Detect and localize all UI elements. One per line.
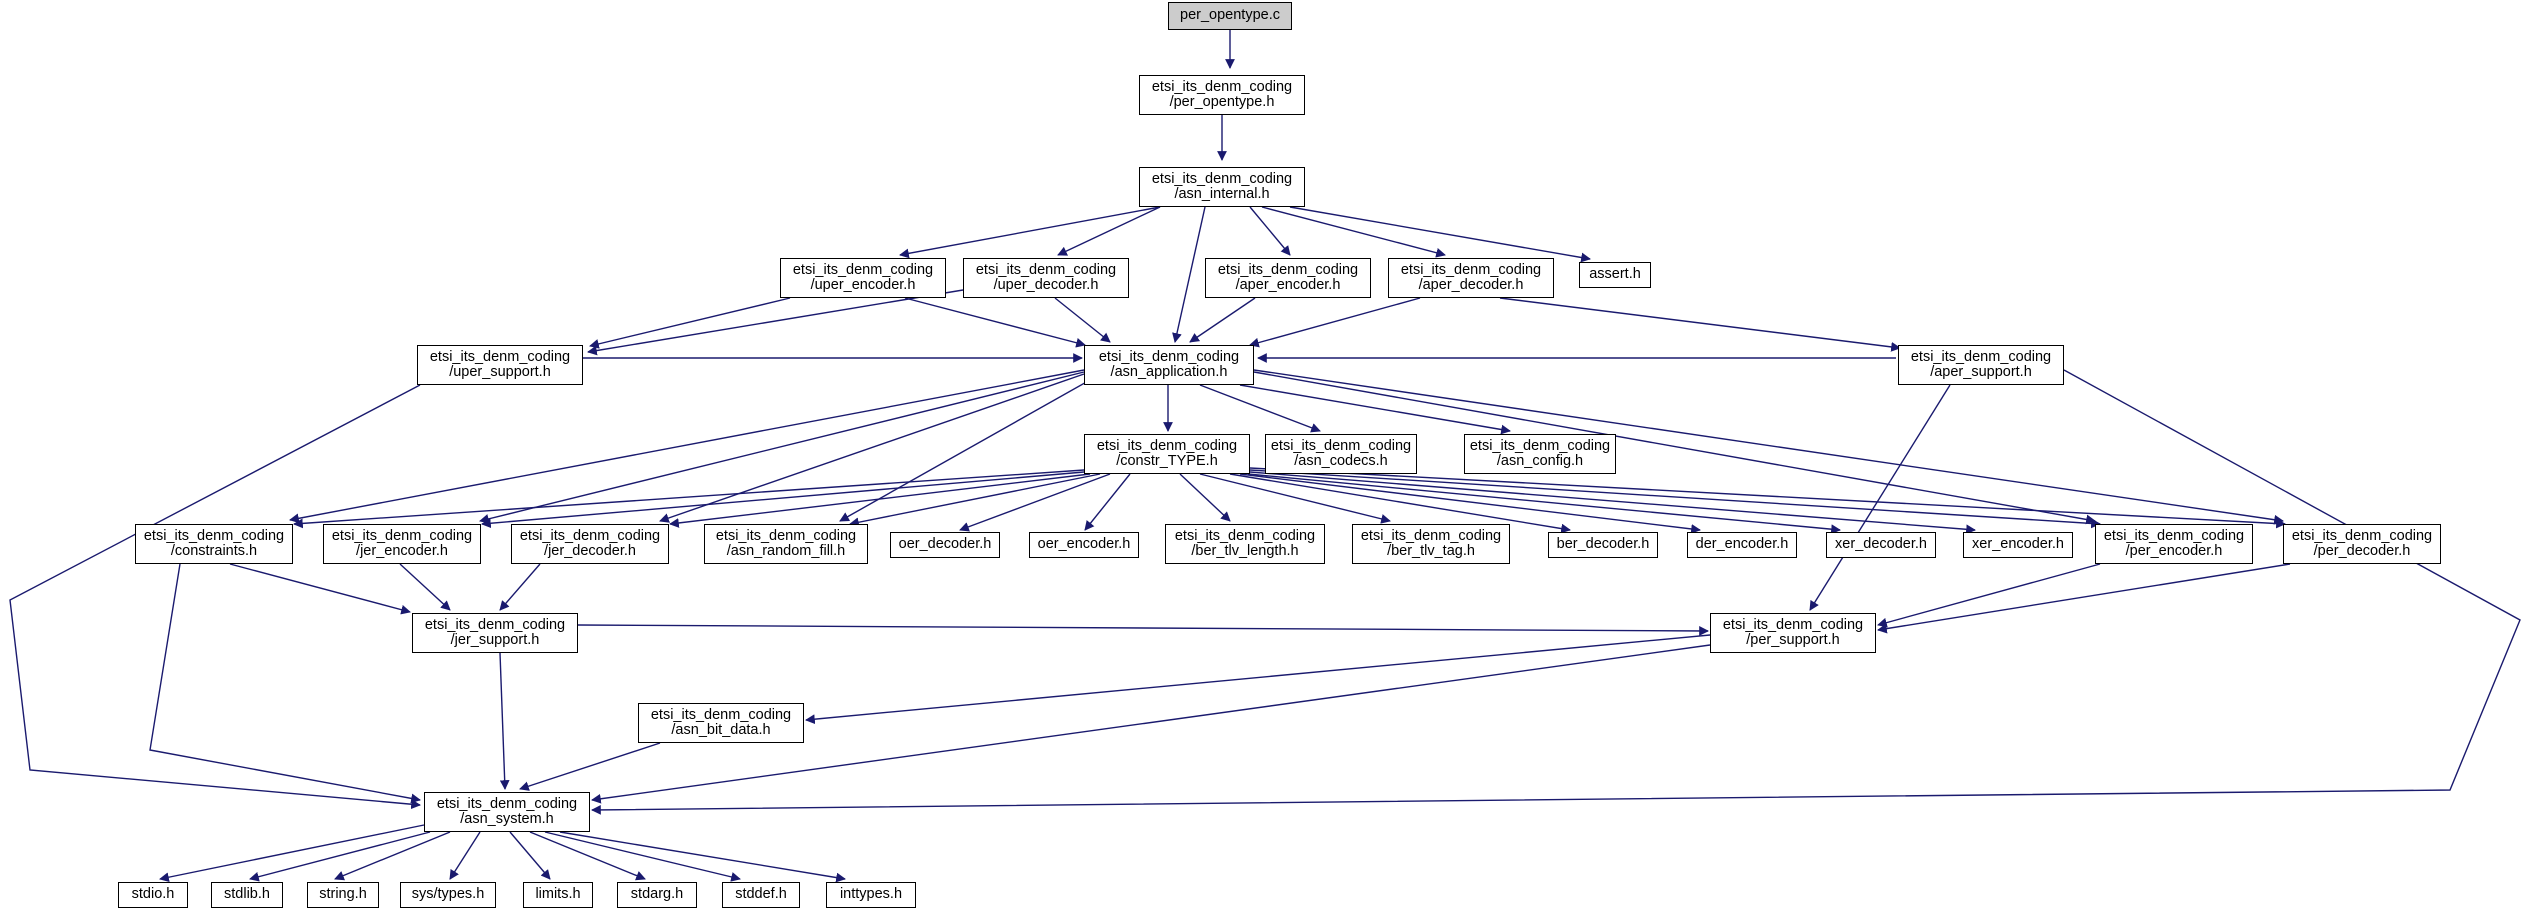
graph-node-asn_codecs_h[interactable] — [1265, 434, 1417, 474]
edge-constr_TYPE_h-to-oer_encoder_h — [1085, 474, 1130, 530]
node-label-line1: etsi_its_denm_coding — [1722, 616, 1864, 633]
node-label-line2: /uper_support.h — [449, 364, 551, 380]
node-label-line1: etsi_its_denm_coding — [1469, 437, 1611, 454]
edge-asn_application_h-to-jer_decoder_h — [660, 374, 1084, 521]
node-label-line1: oer_decoder.h — [898, 536, 992, 553]
node-label-line2: /aper_encoder.h — [1235, 277, 1341, 293]
graph-node-stdlib_h[interactable] — [211, 882, 283, 908]
node-label-line2: /asn_codecs.h — [1294, 453, 1388, 469]
node-label-line1: sys/types.h — [411, 886, 485, 903]
graph-node-ber_tlv_length_h[interactable] — [1165, 524, 1325, 564]
node-label-line2: /aper_decoder.h — [1418, 277, 1524, 293]
node-label-line1: etsi_its_denm_coding — [2103, 527, 2245, 544]
node-label-line1: etsi_its_denm_coding — [2291, 527, 2433, 544]
edge-constr_TYPE_h-to-constraints_h — [294, 470, 1084, 524]
edge-aper_support_h-to-per_support_h — [1810, 385, 1950, 610]
edge-asn_system_h-to-inttypes_h — [560, 832, 845, 879]
node-label-line1: etsi_its_denm_coding — [1360, 527, 1502, 544]
graph-node-limits_h[interactable] — [523, 882, 593, 908]
edge-asn_system_h-to-string_h — [335, 832, 450, 879]
node-label-line1: limits.h — [535, 886, 581, 903]
graph-node-der_encoder_h[interactable] — [1687, 532, 1797, 558]
node-label-line1: etsi_its_denm_coding — [519, 527, 661, 544]
edge-aper_decoder_h-to-aper_support_h — [1500, 298, 1900, 348]
graph-node-constr_TYPE_h[interactable] — [1084, 434, 1250, 474]
node-label-line1: etsi_its_denm_coding — [792, 261, 934, 278]
node-label-line2: /ber_tlv_tag.h — [1387, 543, 1475, 559]
node-label-line2: /ber_tlv_length.h — [1191, 543, 1299, 559]
graph-node-per_decoder_h[interactable] — [2283, 524, 2441, 564]
edge-constraints_h-to-asn_system_h — [150, 564, 420, 800]
graph-node-uper_decoder_h[interactable] — [963, 258, 1129, 298]
node-label-line2: /jer_encoder.h — [356, 543, 448, 559]
graph-node-assert_h[interactable] — [1579, 262, 1651, 288]
node-label-line1: stdarg.h — [630, 886, 684, 903]
edge-asn_internal_h-to-uper_encoder_h — [900, 207, 1160, 255]
edge-constr_TYPE_h-to-oer_decoder_h — [960, 474, 1110, 530]
node-label-line1: etsi_its_denm_coding — [715, 527, 857, 544]
node-label-line2: /asn_application.h — [1110, 364, 1228, 380]
node-label-line1: stddef.h — [735, 886, 787, 903]
graph-node-asn_config_h[interactable] — [1464, 434, 1616, 474]
graph-node-per_opentype_c[interactable] — [1168, 2, 1292, 30]
node-label-line2: /aper_support.h — [1930, 364, 2032, 380]
node-label-line2: /asn_random_fill.h — [726, 543, 846, 559]
edge-constraints_h-to-jer_support_h — [230, 564, 410, 612]
graph-node-per_support_h[interactable] — [1710, 613, 1876, 653]
node-label-line1: string.h — [319, 886, 367, 903]
edge-constr_TYPE_h-to-per_decoder_h — [1250, 468, 2285, 524]
node-label-line2: /jer_decoder.h — [544, 543, 636, 559]
node-label-line1: ber_decoder.h — [1556, 536, 1650, 553]
graph-node-stddef_h[interactable] — [722, 882, 800, 908]
edge-constr_TYPE_h-to-asn_random_fill_h — [850, 474, 1100, 524]
node-label-line1: xer_decoder.h — [1835, 536, 1927, 553]
edge-uper_decoder_h-to-uper_support_h — [588, 290, 963, 352]
edge-jer_support_h-to-asn_system_h — [500, 653, 505, 789]
node-label-line1: etsi_its_denm_coding — [1400, 261, 1542, 278]
edge-constr_TYPE_h-to-jer_encoder_h — [482, 472, 1084, 524]
edge-asn_internal_h-to-aper_encoder_h — [1250, 207, 1290, 255]
node-label-line1: oer_encoder.h — [1037, 536, 1131, 553]
node-label-line1: etsi_its_denm_coding — [436, 795, 578, 812]
graph-node-aper_support_h[interactable] — [1898, 345, 2064, 385]
graph-node-jer_decoder_h[interactable] — [511, 524, 669, 564]
graph-node-uper_encoder_h[interactable] — [780, 258, 946, 298]
edge-constr_TYPE_h-to-xer_encoder_h — [1250, 472, 1975, 530]
edge-constr_TYPE_h-to-ber_tlv_tag_h — [1200, 474, 1390, 521]
node-label-line1: etsi_its_denm_coding — [975, 261, 1117, 278]
edge-uper_decoder_h-to-asn_application_h — [1055, 298, 1110, 342]
node-label-line1: stdlib.h — [224, 886, 270, 903]
node-label-line1: etsi_its_denm_coding — [1217, 261, 1359, 278]
edge-constr_TYPE_h-to-der_encoder_h — [1240, 474, 1700, 530]
node-label-line2: /per_support.h — [1746, 632, 1840, 648]
edge-asn_bit_data_h-to-asn_system_h — [520, 743, 660, 789]
node-label-line1: etsi_its_denm_coding — [143, 527, 285, 544]
graph-node-stdio_h[interactable] — [118, 882, 188, 908]
node-label-line1: etsi_its_denm_coding — [1174, 527, 1316, 544]
node-label-line2: /uper_decoder.h — [993, 277, 1099, 293]
edge-asn_application_h-to-asn_codecs_h — [1200, 385, 1320, 431]
edge-asn_internal_h-to-uper_decoder_h — [1058, 207, 1160, 255]
node-label-line1: etsi_its_denm_coding — [1096, 437, 1238, 454]
graph-node-aper_encoder_h[interactable] — [1205, 258, 1371, 298]
graph-node-per_encoder_h[interactable] — [2095, 524, 2253, 564]
node-label-line1: etsi_its_denm_coding — [1910, 348, 2052, 365]
node-label-line1: der_encoder.h — [1695, 536, 1789, 553]
node-label-line2: /asn_bit_data.h — [671, 722, 771, 738]
edge-uper_encoder_h-to-uper_support_h — [590, 298, 790, 346]
edge-asn_system_h-to-stdio_h — [160, 825, 424, 879]
graph-node-asn_random_fill_h[interactable] — [704, 524, 868, 564]
edge-constr_TYPE_h-to-jer_decoder_h — [670, 474, 1090, 524]
edge-jer_encoder_h-to-jer_support_h — [400, 564, 450, 610]
graph-node-stdarg_h[interactable] — [617, 882, 697, 908]
edge-asn_internal_h-to-aper_decoder_h — [1262, 207, 1445, 255]
edge-jer_decoder_h-to-jer_support_h — [500, 564, 540, 610]
edge-constr_TYPE_h-to-ber_tlv_length_h — [1180, 474, 1230, 521]
node-label-line2: /constr_TYPE.h — [1116, 453, 1218, 469]
node-label-line2: /uper_encoder.h — [810, 277, 916, 293]
graph-node-constraints_h[interactable] — [135, 524, 293, 564]
edge-constr_TYPE_h-to-per_encoder_h — [1250, 470, 2100, 524]
node-label-line2: /per_decoder.h — [2313, 543, 2411, 559]
graph-node-per_opentype_h[interactable] — [1139, 75, 1305, 115]
node-label-line1: per_opentype.c — [1180, 7, 1280, 24]
graph-node-asn_application_h[interactable] — [1084, 345, 1254, 385]
edge-asn_application_h-to-constraints_h — [290, 370, 1084, 520]
node-label-line1: inttypes.h — [839, 886, 903, 903]
edge-per_decoder_h-to-per_support_h — [1878, 564, 2290, 630]
graph-node-ber_decoder_h[interactable] — [1548, 532, 1658, 558]
graph-node-oer_decoder_h[interactable] — [890, 532, 1000, 558]
graph-node-uper_support_h[interactable] — [417, 345, 583, 385]
edge-per_encoder_h-to-per_support_h — [1878, 564, 2100, 625]
edge-asn_system_h-to-stdarg_h — [530, 832, 645, 879]
edge-per_support_h-to-asn_bit_data_h — [806, 635, 1710, 720]
edge-asn_system_h-to-sys_types_h — [450, 832, 480, 879]
node-label-line2: /jer_support.h — [450, 632, 540, 648]
node-label-line1: etsi_its_denm_coding — [1270, 437, 1412, 454]
graph-node-inttypes_h[interactable] — [826, 882, 916, 908]
edge-constr_TYPE_h-to-xer_decoder_h — [1248, 474, 1840, 530]
node-label-line2: /asn_system.h — [460, 811, 554, 827]
graph-node-jer_encoder_h[interactable] — [323, 524, 481, 564]
edge-asn_internal_h-to-assert_h — [1290, 207, 1590, 259]
graph-node-oer_encoder_h[interactable] — [1029, 532, 1139, 558]
node-label-line1: etsi_its_denm_coding — [429, 348, 571, 365]
node-label-line2: /asn_config.h — [1496, 453, 1584, 469]
edge-constr_TYPE_h-to-ber_decoder_h — [1230, 474, 1570, 530]
node-label-line2: /per_encoder.h — [2125, 543, 2223, 559]
edge-aper_encoder_h-to-asn_application_h — [1190, 298, 1255, 342]
node-label-line1: etsi_its_denm_coding — [1151, 170, 1293, 187]
edge-asn_application_h-to-jer_encoder_h — [480, 372, 1084, 521]
edge-jer_support_h-to-per_support_h — [578, 625, 1708, 631]
node-label-line1: etsi_its_denm_coding — [1098, 348, 1240, 365]
edge-asn_system_h-to-limits_h — [510, 832, 550, 879]
edge-uper_encoder_h-to-asn_application_h — [905, 298, 1085, 345]
node-label-line1: assert.h — [1589, 266, 1641, 283]
node-label-line2: /constraints.h — [170, 543, 258, 559]
graph-node-sys_types_h[interactable] — [400, 882, 496, 908]
edge-asn_application_h-to-asn_random_fill_h — [840, 380, 1090, 521]
node-label-line1: xer_encoder.h — [1972, 536, 2064, 553]
graph-node-string_h[interactable] — [307, 882, 379, 908]
edge-asn_application_h-to-asn_config_h — [1240, 385, 1510, 431]
graph-node-ber_tlv_tag_h[interactable] — [1352, 524, 1510, 564]
edge-uper_support_h-to-asn_system_h — [10, 385, 420, 805]
node-label-line1: etsi_its_denm_coding — [650, 706, 792, 723]
graph-node-jer_support_h[interactable] — [412, 613, 578, 653]
node-label-line1: etsi_its_denm_coding — [424, 616, 566, 633]
node-label-line1: etsi_its_denm_coding — [331, 527, 473, 544]
graph-node-asn_bit_data_h[interactable] — [638, 703, 804, 743]
node-label-line2: /asn_internal.h — [1174, 186, 1270, 202]
node-label-line1: etsi_its_denm_coding — [1151, 78, 1293, 95]
edge-aper_decoder_h-to-asn_application_h — [1250, 298, 1420, 345]
node-label-line1: stdio.h — [131, 886, 175, 903]
edge-asn_internal_h-to-asn_application_h — [1175, 207, 1205, 342]
node-label-line2: /per_opentype.h — [1169, 94, 1275, 110]
edge-asn_system_h-to-stdlib_h — [250, 832, 430, 879]
graph-node-aper_decoder_h[interactable] — [1388, 258, 1554, 298]
edge-asn_system_h-to-stddef_h — [545, 832, 740, 879]
graph-node-asn_internal_h[interactable] — [1139, 167, 1305, 207]
graph-node-xer_decoder_h[interactable] — [1826, 532, 1936, 558]
graph-node-xer_encoder_h[interactable] — [1963, 532, 2073, 558]
graph-node-asn_system_h[interactable] — [424, 792, 590, 832]
